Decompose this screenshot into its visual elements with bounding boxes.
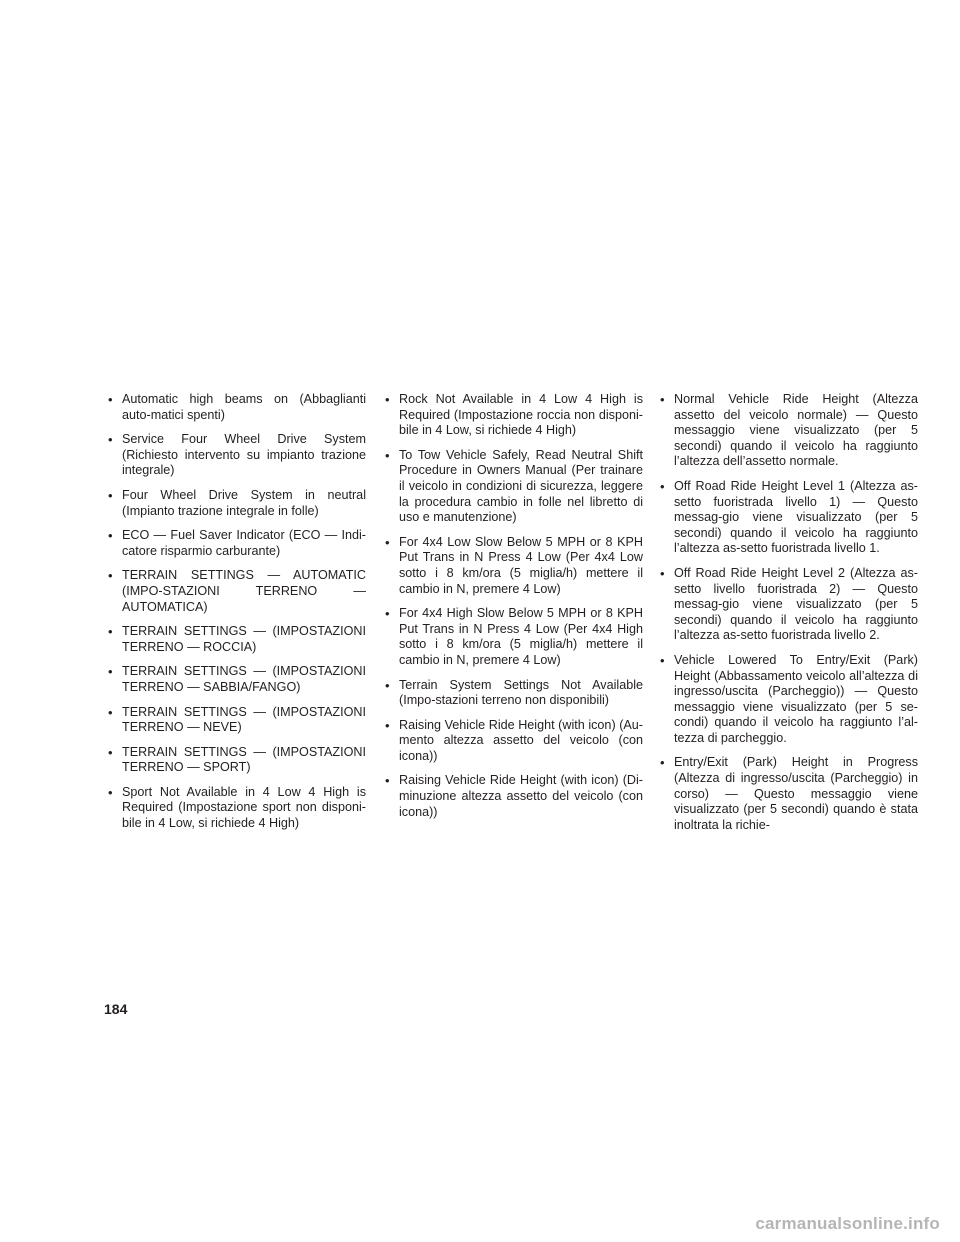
bullet-icon: •	[660, 755, 665, 771]
bullet-icon: •	[108, 744, 113, 760]
bullet-icon: •	[108, 624, 113, 640]
bullet-list-3	[656, 392, 918, 833]
list-item-text: TERRAIN SETTINGS — (IMPOSTAZIONI TERRENO — NEVE)	[122, 704, 366, 735]
column-1	[104, 392, 366, 841]
list-item	[381, 392, 643, 439]
bullet-icon: •	[385, 773, 390, 789]
list-item	[104, 664, 366, 695]
list-item-text: Automatic high beams on (Abbaglianti auto-matici spenti)	[122, 392, 366, 422]
bullet-icon: •	[385, 392, 390, 407]
bullet-icon: •	[660, 565, 665, 581]
list-item	[656, 755, 918, 833]
list-item-text: Four Wheel Drive System in neutral (Impianto trazione integrale in folle)	[122, 487, 366, 518]
list-item	[656, 653, 918, 747]
bullet-icon: •	[385, 717, 390, 733]
bullet-icon: •	[385, 677, 390, 693]
list-item-text: TERRAIN SETTINGS — (IMPOSTAZIONI TERRENO — SABBIA/FANGO)	[122, 664, 366, 694]
list-item	[104, 528, 366, 559]
bullet-icon: •	[108, 704, 113, 720]
bullet-icon: •	[385, 534, 390, 550]
list-item-text: TERRAIN SETTINGS — (IMPOSTAZIONI TERRENO — SPORT)	[122, 744, 366, 775]
bullet-icon: •	[385, 606, 390, 622]
list-item	[381, 606, 643, 668]
list-item-text: To Tow Vehicle Safely, Read Neutral Shift Procedure in Owners Manual (Per trainare il veicolo in condizioni di sicurezza, leggere la procedura cambio in folle nel libretto di uso e manutenzione)	[399, 447, 643, 525]
watermark: carmanualsonline.info	[755, 1214, 940, 1233]
list-item	[104, 624, 366, 655]
list-item-text: Off Road Ride Height Level 2 (Altezza as-setto livello fuoristrada 2) — Questo messag-gio viene visualizzato (per 5 secondi) quando il veicolo ha raggiunto l’altezza as-setto fuoristrada livello 2.	[674, 565, 918, 643]
bullet-icon: •	[108, 528, 113, 544]
list-item-text: Raising Vehicle Ride Height (with icon) (Au-mento altezza assetto del veicolo (con icona))	[399, 717, 643, 763]
list-item	[104, 488, 366, 519]
bullet-icon: •	[385, 447, 390, 463]
bullet-list-2	[381, 392, 643, 820]
list-item-text: Raising Vehicle Ride Height (with icon) (Di-minuzione altezza assetto del veicolo (con icona))	[399, 773, 643, 819]
bullet-icon: •	[108, 784, 113, 800]
bullet-icon: •	[660, 652, 665, 668]
list-item-text: ECO — Fuel Saver Indicator (ECO — Indi-catore risparmio carburante)	[122, 528, 366, 558]
list-item	[104, 745, 366, 776]
list-item-text: Vehicle Lowered To Entry/Exit (Park) Height (Abbassamento veicolo all’altezza di ingresso/uscita (Parcheggio)) — Questo messaggio viene visualizzato (per 5 se-condi) quando il veicolo ha raggiunto l’al-tezza di parcheggio.	[674, 652, 918, 745]
bullet-icon: •	[660, 478, 665, 494]
list-item-text: TERRAIN SETTINGS — AUTOMATIC (IMPO-STAZIONI TERRENO — AUTOMATICA)	[122, 568, 366, 614]
list-item-text: Service Four Wheel Drive System (Richiesto intervento su impianto trazione integrale)	[122, 432, 366, 478]
list-item-text: For 4x4 High Slow Below 5 MPH or 8 KPH Put Trans in N Press 4 Low (Per 4x4 High sotto i 8 km/ora (5 miglia/h) mettere il cambio in N, premere 4 Low)	[399, 606, 643, 667]
list-item-text: For 4x4 Low Slow Below 5 MPH or 8 KPH Put Trans in N Press 4 Low (Per 4x4 Low sotto i 8 km/ora (5 miglia/h) mettere il cambio in N, premere 4 Low)	[399, 534, 643, 596]
bullet-icon: •	[108, 392, 113, 407]
list-item-text: Normal Vehicle Ride Height (Altezza assetto del veicolo normale) — Questo messaggio viene visualizzato (per 5 secondi) quando il veicolo ha raggiunto l’altezza dell’assetto normale.	[674, 392, 918, 469]
list-item-text: Rock Not Available in 4 Low 4 High is Required (Impostazione roccia non disponi-bile in 4 Low, si richiede 4 High)	[399, 392, 643, 438]
list-item	[381, 678, 643, 709]
column-2	[381, 392, 643, 829]
list-item	[381, 448, 643, 526]
list-item	[104, 432, 366, 479]
list-item	[381, 535, 643, 597]
bullet-icon: •	[108, 568, 113, 584]
bullet-icon: •	[108, 432, 113, 448]
list-item-text: Entry/Exit (Park) Height in Progress (Altezza di ingresso/uscita (Parcheggio) in corso) — Questo messaggio viene visualizzato (per 5 secondi) quando è stata inoltrata la richie-	[674, 755, 918, 832]
list-item	[656, 479, 918, 557]
list-item	[381, 773, 643, 820]
list-item-text: Sport Not Available in 4 Low 4 High is Required (Impostazione sport non disponi-bile in 4 Low, si richiede 4 High)	[122, 784, 366, 831]
list-item	[104, 785, 366, 832]
column-3	[656, 392, 918, 842]
bullet-icon: •	[660, 392, 665, 407]
list-item-text: Off Road Ride Height Level 1 (Altezza as-setto fuoristrada livello 1) — Questo messag-gio viene visualizzato (per 5 secondi) quando il veicolo ha raggiunto l’altezza as-setto fuoristrada livello 1.	[674, 478, 918, 556]
list-item	[656, 566, 918, 644]
bullet-icon: •	[108, 487, 113, 503]
list-item	[104, 568, 366, 615]
bullet-list-1	[104, 392, 366, 832]
list-item-text: TERRAIN SETTINGS — (IMPOSTAZIONI TERRENO — ROCCIA)	[122, 624, 366, 654]
page-number: 184	[104, 1001, 128, 1017]
bullet-icon: •	[108, 664, 113, 680]
list-item	[381, 718, 643, 765]
list-item	[656, 392, 918, 470]
list-item	[104, 392, 366, 423]
list-item-text: Terrain System Settings Not Available (Impo-stazioni terreno non disponibili)	[399, 677, 643, 708]
list-item	[104, 705, 366, 736]
